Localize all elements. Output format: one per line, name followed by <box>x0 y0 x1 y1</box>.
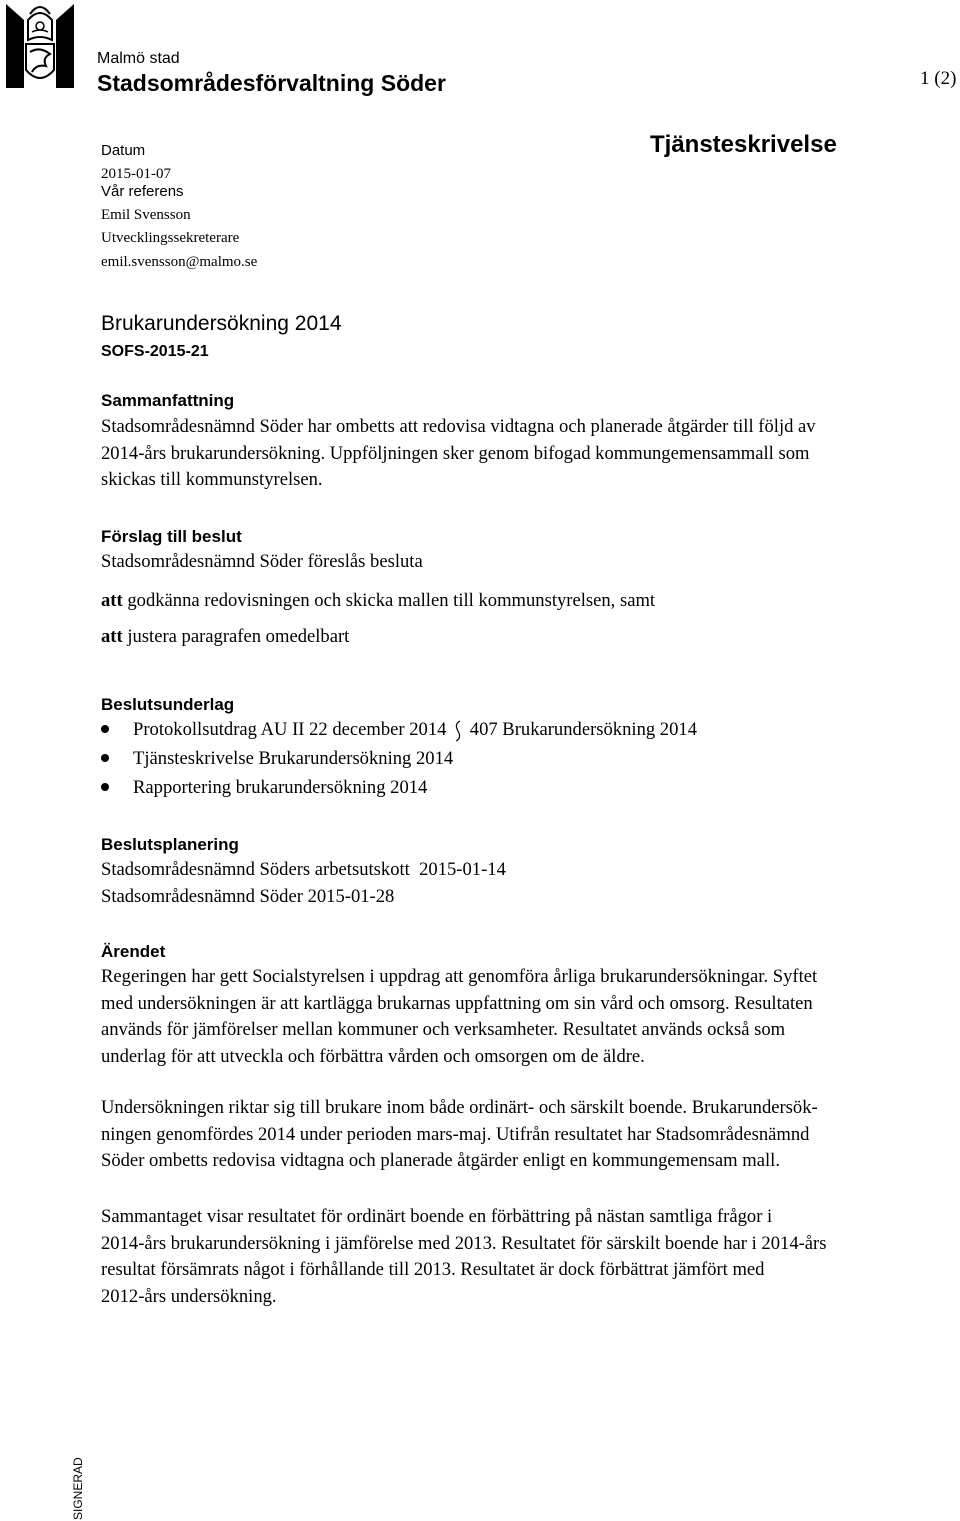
reference-email: emil.svensson@malmo.se <box>101 253 258 270</box>
basis-item-text: Tjänsteskrivelse Brukarundersökning 2014 <box>133 748 454 769</box>
date-value: 2015-01-07 <box>101 165 171 182</box>
bullet-icon <box>101 725 109 733</box>
summary-heading: Sammanfattning <box>101 391 235 410</box>
basis-item <box>101 719 697 742</box>
matter-line: med undersökningen är att kartlägga brukarnas uppfattning om sin vård och omsorg. Resultaten <box>101 992 813 1014</box>
proposal-intro-text: Stadsområdesnämnd Söder föreslås besluta <box>101 551 423 572</box>
basis-heading: Beslutsunderlag <box>101 695 235 714</box>
summary-text <box>101 414 960 494</box>
bullet-icon <box>101 783 109 791</box>
matter-heading: Ärendet <box>101 942 166 961</box>
matter-line: underlag för att utveckla och förbättra vården och omsorgen om de äldre. <box>101 1046 645 1068</box>
proposal-item-1 <box>101 590 655 612</box>
planning-text <box>101 857 960 910</box>
signature-mark <box>60 1448 90 1520</box>
matter-paragraph-3 <box>101 1204 960 1311</box>
proposal-intro <box>101 549 960 576</box>
matter-line: används för jämförelser mellan kommuner och verksamheter. Resultatet används också som <box>101 1019 786 1041</box>
matter-line: Regeringen har gett Socialstyrelsen i uppdrag att genomföra årliga brukarundersökningar. Syftet <box>101 966 818 987</box>
basis-item-text: Rapportering brukarundersökning 2014 <box>133 777 428 798</box>
bullet-icon <box>101 754 109 762</box>
matter-line: Undersökningen riktar sig till brukare inom både ordinärt- och särskilt boende. Brukarundersök- <box>101 1097 818 1118</box>
basis-item-text: Protokollsutdrag AU II 22 december 2014 <box>133 719 447 740</box>
matter-line: Sammantaget visar resultatet för ordinärt boende en förbättring på nästan samtliga frågor i <box>101 1206 773 1227</box>
matter-line: 2012-års undersökning. <box>101 1286 277 1308</box>
reference-label: Vår referens <box>101 183 184 201</box>
document-type: Tjänsteskrivelse <box>650 131 837 158</box>
reference-name: Emil Svensson <box>101 206 191 223</box>
att-word: att <box>101 590 123 611</box>
proposal-heading: Förslag till beslut <box>101 527 242 546</box>
malmo-coat-of-arms-icon <box>2 0 78 92</box>
att-word: att <box>101 626 123 647</box>
proposal-item-text: justera paragrafen omedelbart <box>127 626 350 647</box>
matter-line: 2014-års brukarundersökning i jämförelse med 2013. Resultatet för särskilt boende har i 2014-års <box>101 1232 827 1254</box>
planning-line: Stadsområdesnämnd Söder 2015-01-28 <box>101 885 395 907</box>
proposal-item-text: godkänna redovisningen och skicka mallen till kommunstyrelsen, samt <box>127 590 656 611</box>
planning-line: Stadsområdesnämnd Söders arbetsutskott 2015-01-14 <box>101 859 506 880</box>
planning-heading: Beslutsplanering <box>101 835 239 854</box>
basis-item <box>101 777 427 799</box>
proposal-item-2 <box>101 626 349 648</box>
matter-line: Söder ombetts redovisa vidtagna och planerade åtgärder enligt en kommungemensam mall. <box>101 1150 780 1172</box>
reference-title: Utvecklingssekreterare <box>101 230 240 247</box>
case-number: SOFS-2015-21 <box>101 343 209 360</box>
basis-item-text: 407 Brukarundersökning 2014 <box>469 719 697 740</box>
date-label: Datum <box>101 142 146 159</box>
document-title: Brukarundersökning 2014 <box>101 312 342 335</box>
document-meta <box>101 139 257 275</box>
matter-line: resultat försämrats något i förhållande till 2013. Resultatet är dock förbättrat jämfört med <box>101 1259 765 1281</box>
matter-paragraph-1 <box>101 964 960 1071</box>
summary-line: Stadsområdesnämnd Söder har ombetts att redovisa vidtagna och planerade åtgärder till följd av <box>101 416 816 437</box>
matter-paragraph-2 <box>101 1095 960 1175</box>
page-number: 1 (2) <box>920 68 957 89</box>
section-sign-icon <box>453 720 463 742</box>
summary-line: 2014-års brukarundersökning. Uppföljningen sker genom bifogad kommungemensammall som <box>101 442 810 464</box>
org-name: Malmö stad <box>97 50 180 67</box>
department-name: Stadsområdesförvaltning Söder <box>97 70 446 96</box>
basis-item <box>101 748 453 770</box>
matter-line: ningen genomfördes 2014 under perioden mars-maj. Utifrån resultatet har Stadsområdesnämnd <box>101 1123 810 1145</box>
signature-mark-text: SIGNERAD <box>71 1457 85 1520</box>
summary-line: skickas till kommunstyrelsen. <box>101 469 323 491</box>
